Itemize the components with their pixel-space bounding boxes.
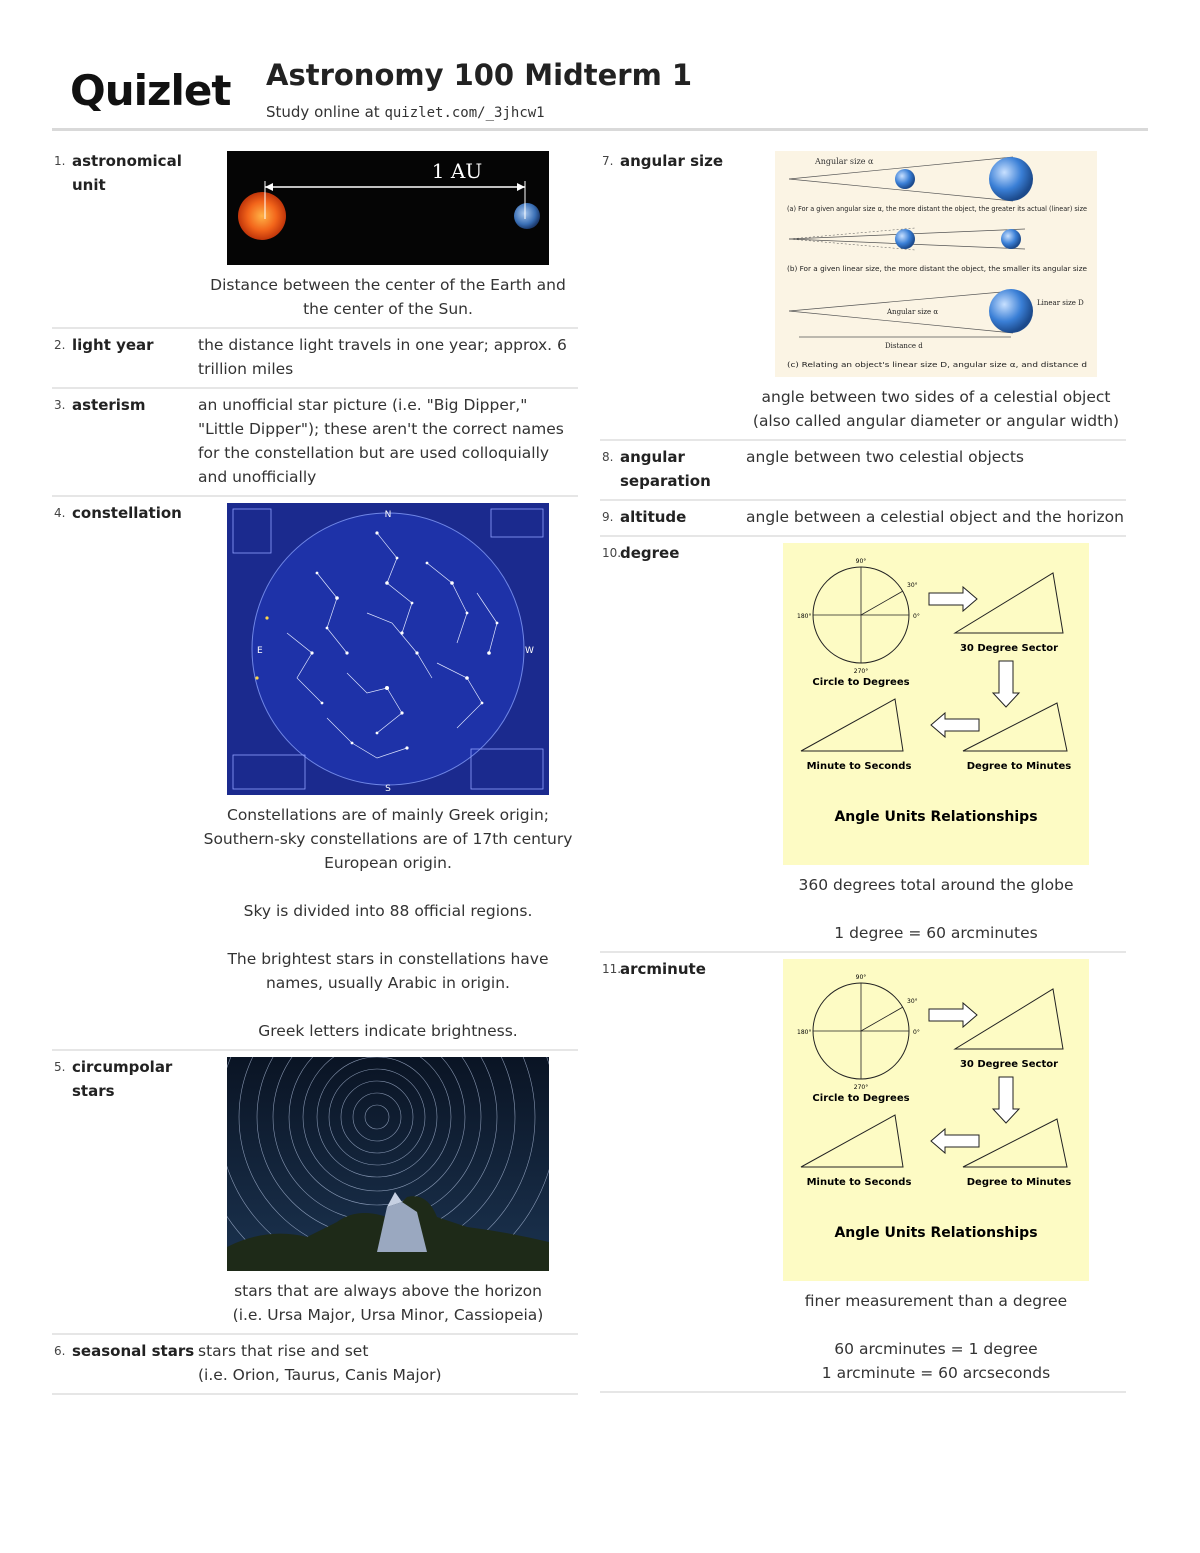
term-number: 6. xyxy=(54,1344,66,1358)
definition xyxy=(198,1055,578,1327)
definition-line: The brightest stars in constellations have names, usually Arabic in origin. xyxy=(227,950,549,992)
svg-text:E: E xyxy=(257,646,263,656)
svg-text:Minute to Seconds: Minute to Seconds xyxy=(806,761,912,772)
svg-text:30°: 30° xyxy=(907,998,918,1005)
term-entry xyxy=(52,389,578,497)
constellation-star-map-image xyxy=(227,503,549,795)
svg-text:30 Degree Sector: 30 Degree Sector xyxy=(959,643,1059,654)
term-number: 2. xyxy=(54,338,66,352)
term-number: 9. xyxy=(602,510,614,524)
term-number: 5. xyxy=(54,1060,66,1074)
term-label xyxy=(52,333,198,381)
definition-line: angle between two celestial objects xyxy=(746,448,1024,466)
term-entry xyxy=(52,1335,578,1395)
svg-text:270°: 270° xyxy=(853,1084,869,1091)
term-label xyxy=(600,957,746,1385)
angular-size-diagram xyxy=(775,151,1097,377)
svg-text:180°: 180° xyxy=(797,1029,812,1036)
definition xyxy=(198,501,578,1043)
definition-line: an unofficial star picture (i.e. "Big Dipper," "Little Dipper"); these aren't the correct names for the constellation but are used colloquially and unofficially xyxy=(198,396,564,486)
definition-line: Greek letters indicate brightness. xyxy=(258,1022,518,1040)
svg-text:90°: 90° xyxy=(855,558,867,565)
term-label xyxy=(52,501,198,1043)
term-word: degree xyxy=(620,544,680,562)
term-entry xyxy=(52,329,578,389)
definition-line: (also called angular diameter or angular width) xyxy=(752,412,1120,430)
term-label xyxy=(52,1339,198,1387)
definition xyxy=(198,333,578,381)
definition xyxy=(746,445,1126,493)
definition-line: Constellations are of mainly Greek origin; Southern-sky constellations are of 17th century European origin. xyxy=(203,806,573,872)
term-word: altitude xyxy=(620,508,687,526)
term-number: 8. xyxy=(602,450,614,464)
quizlet-logo: Quizlet xyxy=(70,66,231,115)
svg-text:Distance d: Distance d xyxy=(885,342,923,350)
svg-text:(c) Relating an object's linea: (c) Relating an object's linear size D, angular size α, and distance d xyxy=(787,361,1087,369)
term-number: 3. xyxy=(54,398,66,412)
term-entry xyxy=(52,1051,578,1335)
definition xyxy=(746,149,1126,433)
term-word: asterism xyxy=(72,396,146,414)
definition-line: Distance between the center of the Earth and the center of the Sun. xyxy=(210,276,566,318)
term-word: constellation xyxy=(72,504,182,522)
definition-line: 60 arcminutes = 1 degree xyxy=(834,1340,1038,1358)
term-word: seasonal stars xyxy=(72,1342,195,1360)
term-number: 7. xyxy=(602,154,614,168)
svg-text:Linear size D: Linear size D xyxy=(1037,299,1084,307)
definition-line: (i.e. Orion, Taurus, Canis Major) xyxy=(198,1366,442,1384)
angle-units-diagram xyxy=(746,543,1126,865)
svg-text:Circle to Degrees: Circle to Degrees xyxy=(812,1093,910,1104)
definition xyxy=(746,957,1126,1385)
svg-text:Angle Units Relationships: Angle Units Relationships xyxy=(834,1225,1038,1241)
term-word: angular size xyxy=(620,152,724,170)
definition xyxy=(198,149,578,321)
term-label xyxy=(52,149,198,321)
term-label xyxy=(600,149,746,433)
svg-text:Degree to Minutes: Degree to Minutes xyxy=(966,1177,1072,1188)
term-entry xyxy=(600,501,1126,537)
term-entry xyxy=(600,441,1126,501)
definition-line: Sky is divided into 88 official regions. xyxy=(243,902,533,920)
term-word: angular separation xyxy=(620,448,711,490)
term-label xyxy=(600,541,746,945)
term-number: 1. xyxy=(54,154,66,168)
term-word: arcminute xyxy=(620,960,706,978)
star-trails-image xyxy=(227,1057,549,1271)
term-entry xyxy=(52,497,578,1051)
definition-line: 360 degrees total around the globe xyxy=(798,876,1074,894)
svg-text:Angular size α: Angular size α xyxy=(815,157,874,166)
term-entry xyxy=(600,145,1126,441)
definition xyxy=(198,1339,578,1387)
term-entry xyxy=(600,953,1126,1393)
definition-line: stars that rise and set xyxy=(198,1342,369,1360)
svg-text:270°: 270° xyxy=(853,668,869,675)
right-column xyxy=(600,145,1126,1393)
svg-text:30 Degree Sector: 30 Degree Sector xyxy=(959,1059,1059,1070)
svg-text:Angular size α: Angular size α xyxy=(887,308,939,316)
svg-text:0°: 0° xyxy=(913,1029,920,1036)
svg-text:90°: 90° xyxy=(855,974,867,981)
au-label: 1 AU xyxy=(431,159,483,183)
definition-line: the distance light travels in one year; approx. 6 trillion miles xyxy=(198,336,567,378)
svg-text:0°: 0° xyxy=(913,613,920,620)
left-column xyxy=(52,145,578,1395)
definition xyxy=(746,541,1126,945)
definition-line: angle between a celestial object and the horizon xyxy=(746,508,1124,526)
term-number: 10. xyxy=(602,546,622,560)
term-entry xyxy=(52,145,578,329)
svg-text:Circle to Degrees: Circle to Degrees xyxy=(812,677,910,688)
study-prefix: Study online at xyxy=(266,103,385,121)
study-online-line xyxy=(266,103,545,121)
svg-text:Degree to Minutes: Degree to Minutes xyxy=(966,761,1072,772)
svg-text:Angle Units Relationships: Angle Units Relationships xyxy=(834,809,1038,825)
term-label xyxy=(600,445,746,493)
svg-text:30°: 30° xyxy=(907,582,918,589)
sun-icon xyxy=(238,192,286,240)
svg-text:(a) For a given angular size α: (a) For a given angular size α, the more distant the object, the greater its actual (linear) size xyxy=(787,205,1087,213)
angle-units-diagram xyxy=(746,959,1126,1281)
term-number: 4. xyxy=(54,506,66,520)
term-word: circumpolar stars xyxy=(72,1058,173,1100)
svg-text:(b) For a given linear size, t: (b) For a given linear size, the more distant the object, the smaller its angular size xyxy=(787,265,1087,273)
term-entry xyxy=(600,537,1126,953)
definition-line: angle between two sides of a celestial object xyxy=(761,388,1111,406)
definition xyxy=(198,393,578,489)
definition-line: 1 degree = 60 arcminutes xyxy=(834,924,1038,942)
svg-text:180°: 180° xyxy=(797,613,812,620)
svg-text:S: S xyxy=(385,784,391,794)
definition-line: (i.e. Ursa Major, Ursa Minor, Cassiopeia) xyxy=(232,1306,544,1324)
svg-text:W: W xyxy=(525,646,534,656)
header-rule xyxy=(52,128,1148,131)
term-label xyxy=(600,505,746,529)
term-word: light year xyxy=(72,336,154,354)
svg-text:Minute to Seconds: Minute to Seconds xyxy=(806,1177,912,1188)
term-word: astronomical unit xyxy=(72,152,182,194)
term-number: 11. xyxy=(602,962,622,976)
earth-icon xyxy=(514,203,540,229)
definition xyxy=(746,505,1126,529)
definition-line: stars that are always above the horizon xyxy=(234,1282,542,1300)
study-url-link[interactable]: quizlet.com/_3jhcw1 xyxy=(384,105,545,121)
page-title: Astronomy 100 Midterm 1 xyxy=(266,58,693,92)
definition-line: 1 arcminute = 60 arcseconds xyxy=(821,1364,1051,1382)
sun-earth-au-image xyxy=(227,151,549,265)
definition-line: finer measurement than a degree xyxy=(804,1292,1068,1310)
term-label xyxy=(52,393,198,489)
term-label xyxy=(52,1055,198,1327)
svg-text:N: N xyxy=(384,510,392,520)
